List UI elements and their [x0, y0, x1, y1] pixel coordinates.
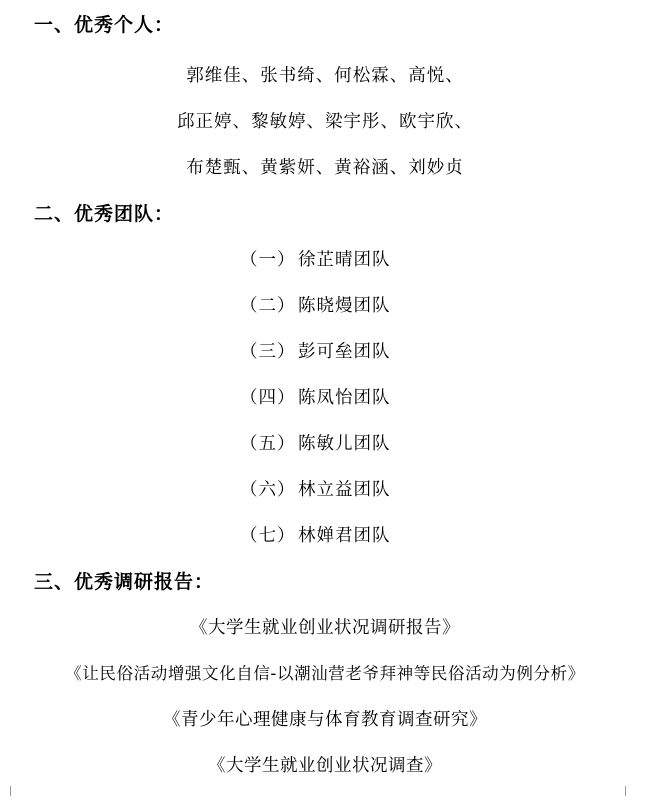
report-title: 《让民俗活动增强文化自信-以潮汕营老爷拜神等民俗活动为例分析》 [65, 664, 585, 683]
team-item [240, 292, 391, 317]
team-number: （七） [240, 526, 296, 546]
team-name: 陈敏儿团队 [298, 434, 391, 454]
team-name: 陈凤怡团队 [298, 388, 391, 408]
section-heading-individuals: 一、优秀个人： [34, 14, 175, 36]
team-name: 林婵君团队 [298, 526, 391, 546]
team-number: （三） [240, 342, 296, 362]
team-item [240, 384, 391, 409]
team-item [240, 522, 391, 547]
individual-names-line: 布楚甄、黄紫妍、黄裕涵、刘妙贞 [186, 158, 464, 178]
individual-names-line: 邱正婷、黎敏婷、梁宇彤、欧宇欣、 [177, 112, 473, 132]
team-number: （一） [240, 250, 296, 270]
report-title: 《青少年心理健康与体育教育调查研究》 [163, 710, 487, 730]
team-name: 彭可垒团队 [298, 342, 391, 362]
team-name: 徐芷晴团队 [298, 250, 391, 270]
report-title: 《大学生就业创业状况调查》 [208, 756, 442, 776]
section-heading-teams: 二、优秀团队： [34, 203, 175, 225]
team-name: 陈晓熳团队 [298, 296, 391, 316]
team-item [240, 476, 391, 501]
team-number: （六） [240, 480, 296, 500]
page-corner-mark [625, 786, 636, 796]
team-number: （五） [240, 434, 296, 454]
team-item [240, 246, 391, 271]
individual-names-line: 郭维佳、张书绮、何松霖、高悦、 [186, 66, 464, 86]
report-title: 《大学生就业创业状况调研报告》 [190, 618, 460, 638]
team-number: （四） [240, 388, 296, 408]
team-name: 林立益团队 [298, 480, 391, 500]
team-item [240, 338, 391, 363]
section-heading-reports: 三、优秀调研报告： [34, 571, 215, 593]
team-item [240, 430, 391, 455]
team-number: （二） [240, 296, 296, 316]
page-corner-mark [0, 786, 11, 796]
